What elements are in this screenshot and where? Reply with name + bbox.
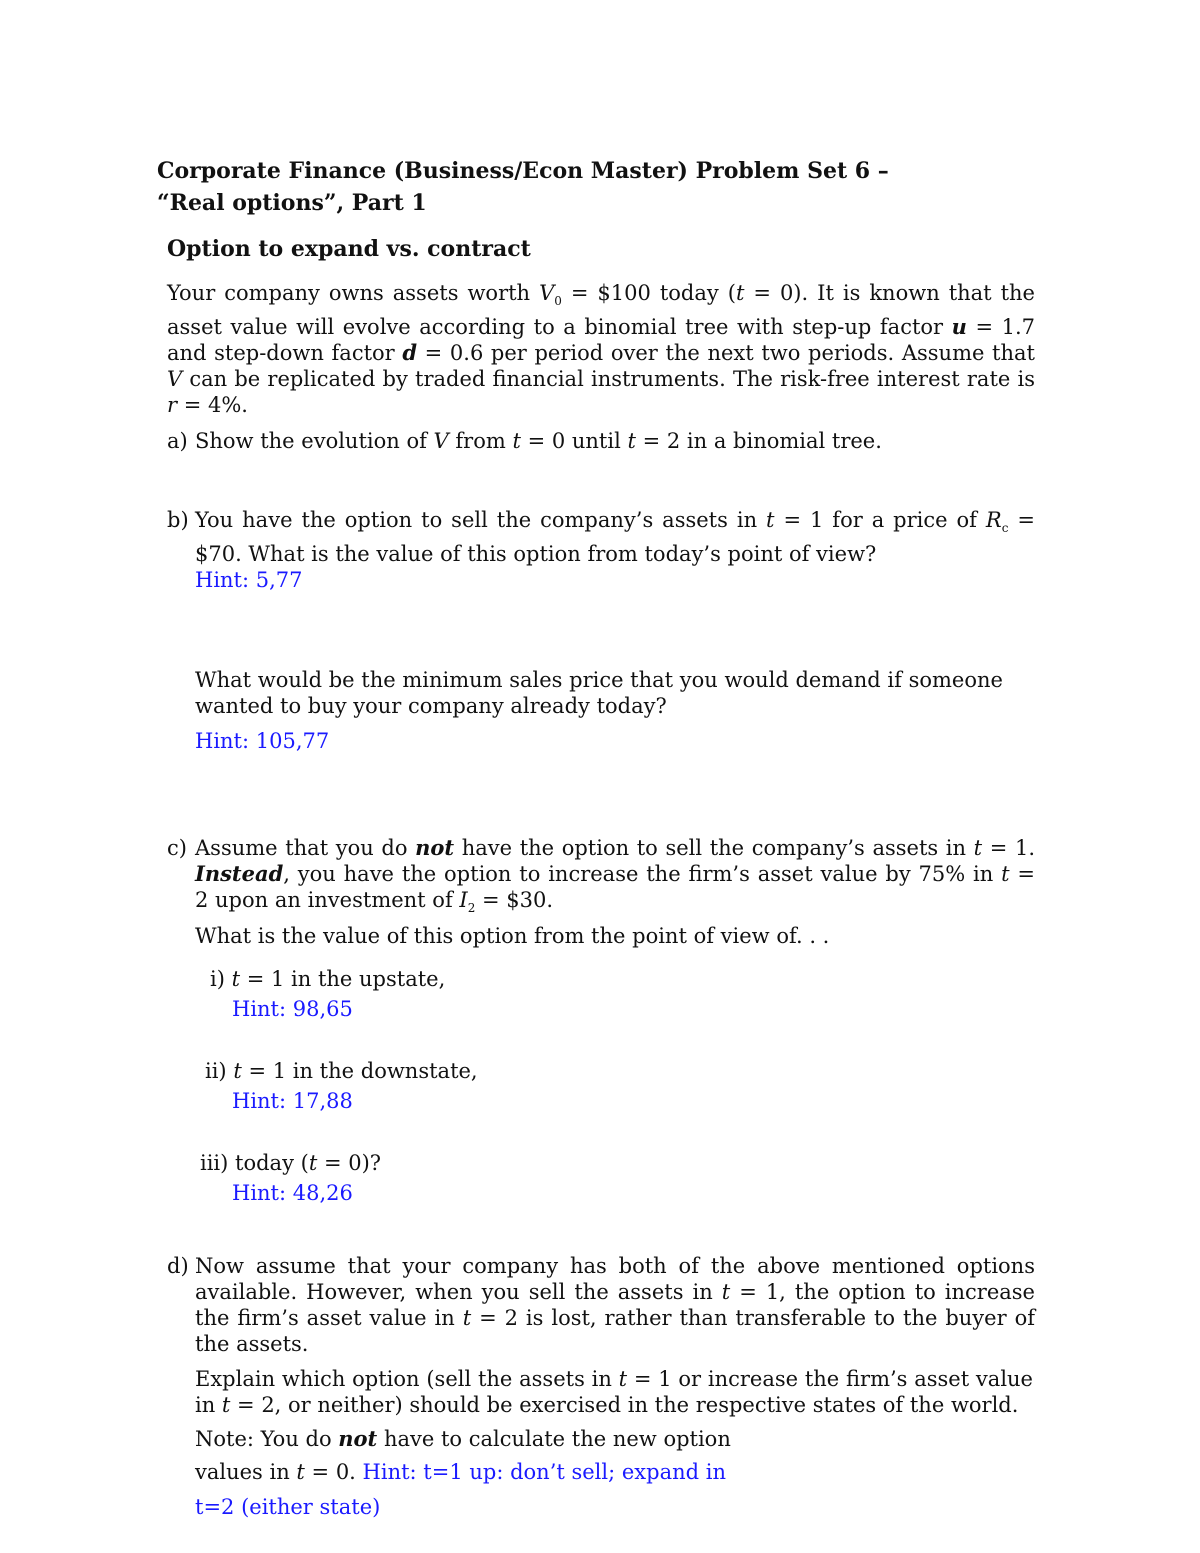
question-c-label: c) xyxy=(167,836,187,860)
question-d-label: d) xyxy=(167,1254,189,1278)
question-b xyxy=(167,507,1035,567)
question-d-values: values in t = 0. Hint: t=1 up: don’t sell; expand in xyxy=(195,1460,726,1484)
question-b-label: b) xyxy=(167,508,189,532)
question-a-label: a) xyxy=(167,429,188,453)
question-c-prompt: What is the value of this option from the point of view of. . . xyxy=(195,924,830,948)
question-b-text: You have the option to sell the company’s assets in t = 1 for a price of $R_c$ = $70. What is the value of this option from today’s point of view? xyxy=(195,508,1035,567)
question-c-text: Assume that you do not have the option to sell the company’s assets in t = 1. Instead, you have the option to increase the firm’s asset value by 75% in t = 2 upon an investment of $I_2$ = $30. xyxy=(195,835,1036,916)
question-d xyxy=(167,1253,1035,1357)
hint-b-2: Hint: 105,77 xyxy=(195,729,330,753)
hint-d-1: Hint: t=1 up: don’t sell; expand in xyxy=(362,1460,726,1484)
hint-d-2: t=2 (either state) xyxy=(195,1495,381,1519)
question-d-explain: Explain which option (sell the assets in t = 1 or increase the firm’s asset value in t = 2, or neither) should be exercised in the respective states of the world. xyxy=(195,1367,1033,1417)
question-a-text: Show the evolution of V from t = 0 until t = 2 in a binomial tree. xyxy=(195,429,882,453)
question-d-note: Note: You do not have to calculate the new option xyxy=(195,1426,731,1451)
hint-c-iii: Hint: 48,26 xyxy=(232,1181,353,1205)
hint-c-ii: Hint: 17,88 xyxy=(232,1089,353,1113)
question-d-text: Now assume that your company has both of the above mentioned options available. However, when you sell the assets in t = 1, the option to increase the firm’s asset value in t = 2 is lost, rather than transferable to the buyer of the assets. xyxy=(195,1254,1035,1356)
page-title xyxy=(157,155,1057,219)
title-line-1: Corporate Finance (Business/Econ Master) Problem Set 6 – xyxy=(157,158,889,184)
hint-b-1: Hint: 5,77 xyxy=(195,568,303,592)
question-c-iii: iii) today (t = 0)? xyxy=(200,1151,382,1175)
question-a xyxy=(167,428,1035,454)
question-c-i: i) t = 1 in the upstate, xyxy=(210,967,446,991)
question-c-ii: ii) t = 1 in the downstate, xyxy=(205,1059,478,1083)
question-b-followup: What would be the minimum sales price that you would demand if someone wanted to buy your company already today? xyxy=(195,668,1003,718)
title-line-2: “Real options”, Part 1 xyxy=(157,190,427,216)
question-c xyxy=(167,835,1035,921)
hint-c-i: Hint: 98,65 xyxy=(232,997,353,1021)
section-heading: Option to expand vs. contract xyxy=(167,236,531,262)
intro-paragraph: Your company owns assets worth $V_0$ = $100 today (t = 0). It is known that the asset value will evolve according to a binomial tree with step-up factor u = 1.7 and step-down factor d = 0.6 per period over the next two periods. Assume that V can be replicated by traded financial instruments. The risk-free interest rate is r = 4%. xyxy=(167,281,1035,418)
